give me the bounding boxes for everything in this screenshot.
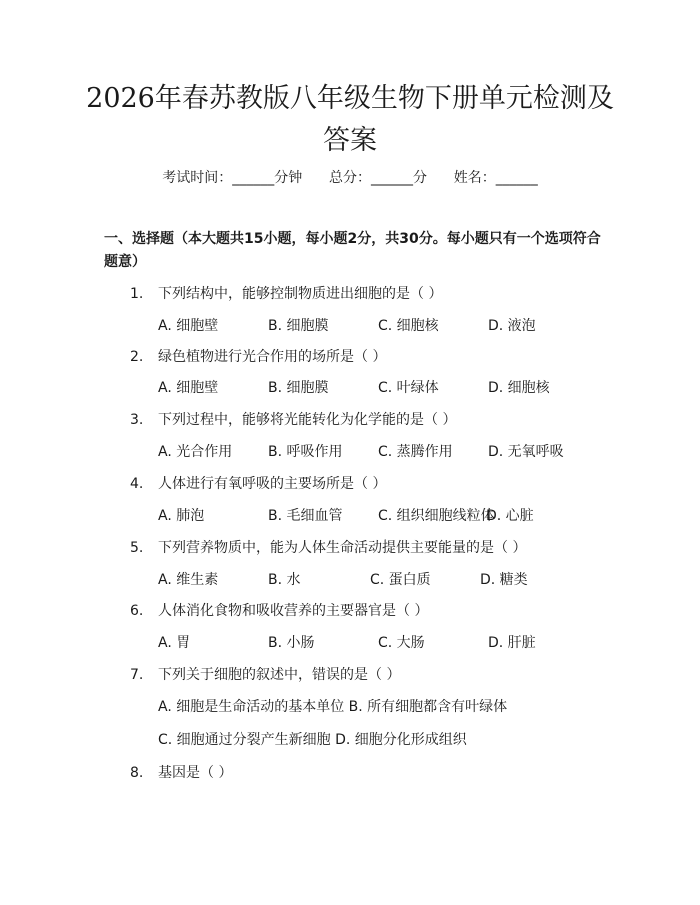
option-d: D. 糖类 [480, 572, 528, 588]
option-b: B. 毛细血管 [268, 508, 343, 524]
title-line-2: 答案 [323, 125, 377, 156]
option-d: D. 肝脏 [488, 635, 536, 651]
question-number: 3. [130, 412, 144, 428]
option-b: B. 细胞膜 [268, 318, 329, 334]
question-text: 绿色植物进行光合作用的场所是（ ） [158, 349, 387, 365]
question-text: 基因是（ ） [158, 765, 233, 781]
question-7 [130, 664, 400, 684]
question-6 [130, 600, 428, 620]
question-number: 4. [130, 476, 144, 492]
question-number: 6. [130, 603, 144, 619]
question-text: 下列结构中，能够控制物质进出细胞的是（ ） [158, 286, 443, 302]
question-number: 8. [130, 765, 144, 781]
question-number: 5. [130, 540, 144, 556]
option-c: C. 组织细胞线粒体 [378, 508, 495, 524]
option-d: D. 无氧呼吸 [488, 444, 564, 460]
option-b: B. 细胞膜 [268, 380, 329, 396]
question-2 [130, 346, 386, 366]
option-c: C. 叶绿体 [378, 380, 439, 396]
option-a: A. 光合作用 [158, 444, 233, 460]
question-text: 下列关于细胞的叙述中，错误的是（ ） [158, 667, 401, 683]
option-c: C. 细胞核 [378, 318, 439, 334]
option-b: B. 水 [268, 572, 301, 588]
question-number: 2. [130, 349, 144, 365]
title-line-1: 2026年春苏教版八年级生物下册单元检测及 [86, 83, 614, 114]
question-8 [130, 762, 232, 782]
question-text: 下列过程中，能够将光能转化为化学能的是（ ） [158, 412, 457, 428]
question-text: 人体消化食物和吸收营养的主要器官是（ ） [158, 603, 429, 619]
option-d: D. 心脏 [486, 508, 534, 524]
question-7-options-line-2: C. 细胞通过分裂产生新细胞 D. 细胞分化形成组织 [158, 732, 467, 748]
question-text: 下列营养物质中，能为人体生命活动提供主要能量的是（ ） [158, 540, 527, 556]
question-number: 1. [130, 286, 144, 302]
option-a: A. 维生素 [158, 572, 219, 588]
question-3 [130, 409, 456, 429]
option-c: C. 蒸腾作用 [378, 444, 453, 460]
question-number: 7. [130, 667, 144, 683]
option-a: A. 细胞壁 [158, 318, 219, 334]
option-a: A. 胃 [158, 635, 191, 651]
option-b: B. 呼吸作用 [268, 444, 343, 460]
option-d: D. 液泡 [488, 318, 536, 334]
question-4 [130, 473, 386, 493]
exam-info-line: 考试时间：______分钟 总分：______分 姓名：______ [162, 170, 538, 186]
option-a: A. 细胞壁 [158, 380, 219, 396]
question-text: 人体进行有氧呼吸的主要场所是（ ） [158, 476, 387, 492]
section-heading: 一、选择题（本大题共15小题，每小题2分，共30分。每小题只有一个选项符合题意） [104, 231, 601, 270]
question-1 [130, 283, 442, 303]
question-5 [130, 537, 526, 557]
option-c: C. 蛋白质 [370, 572, 431, 588]
option-a: A. 肺泡 [158, 508, 205, 524]
option-c: C. 大肠 [378, 635, 425, 651]
option-b: B. 小肠 [268, 635, 315, 651]
option-d: D. 细胞核 [488, 380, 550, 396]
document-title [60, 78, 640, 162]
question-7-options-line-1: A. 细胞是生命活动的基本单位 B. 所有细胞都含有叶绿体 [158, 699, 508, 715]
